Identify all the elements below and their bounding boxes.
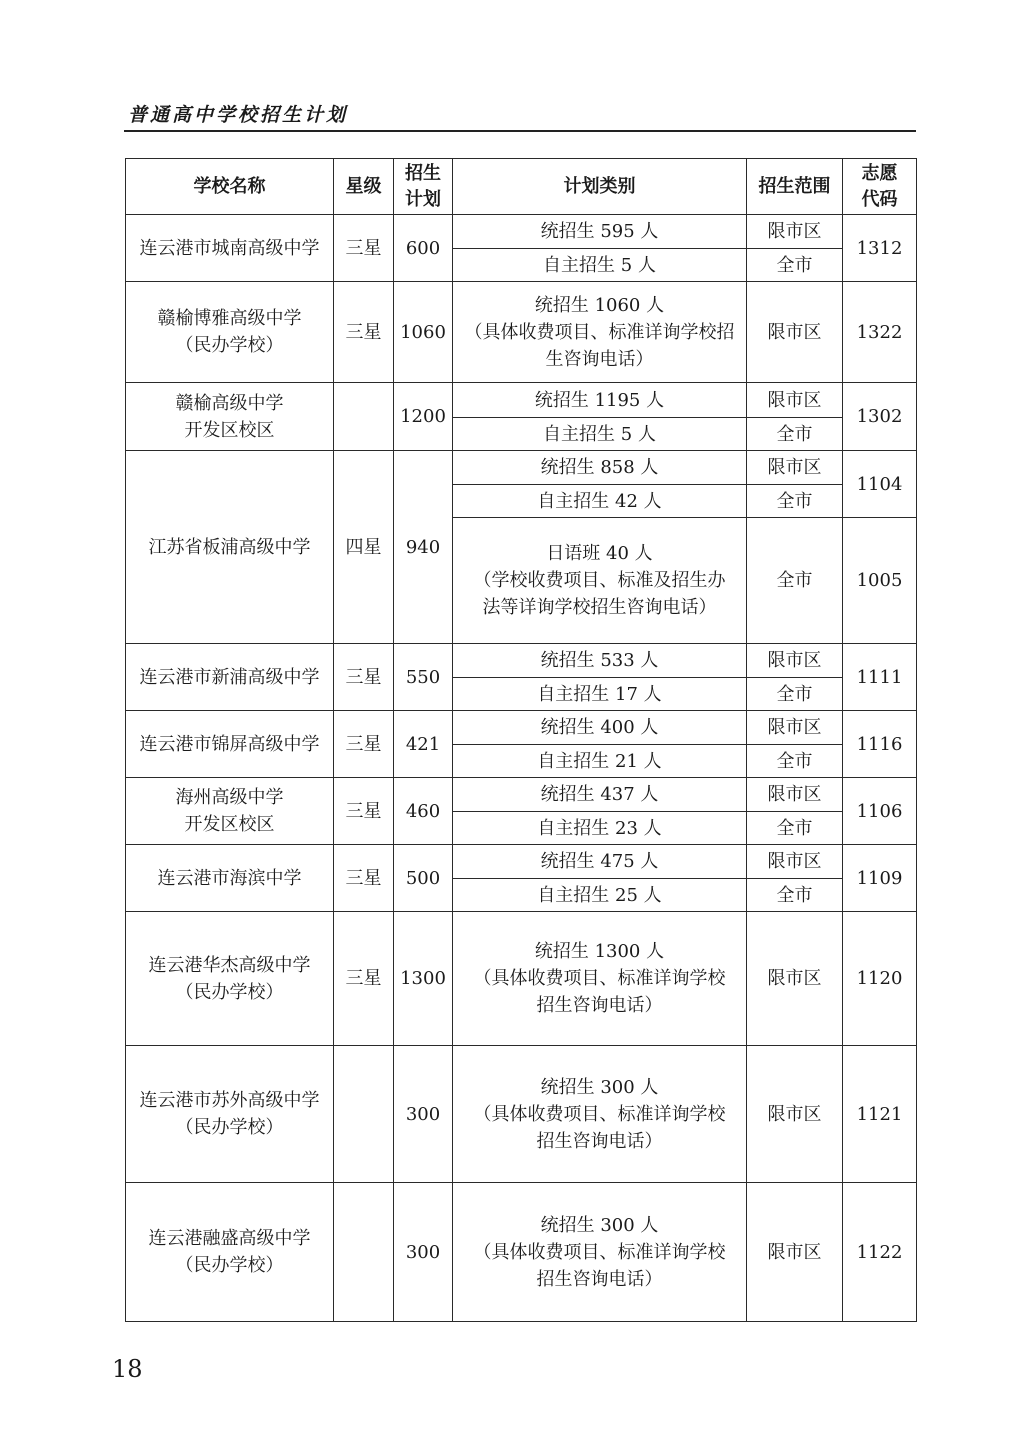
star-level-cell bbox=[334, 383, 394, 451]
plan-category-cell-line: （学校收费项目、标准及招生办 bbox=[473, 570, 726, 591]
school-name-cell-line: 开发区校区 bbox=[184, 419, 275, 441]
plan-category-cell bbox=[453, 215, 747, 249]
school-name-cell-line: 连云港市海滨中学 bbox=[157, 867, 302, 889]
plan-category-cell-line: 统招生 400 人 bbox=[540, 717, 659, 738]
star-level-cell: 三星 bbox=[334, 282, 394, 383]
plan-count-cell: 1060 bbox=[394, 282, 453, 383]
plan-category-cell-line: 自主招生 17 人 bbox=[537, 683, 662, 705]
star-level-cell: 三星 bbox=[334, 711, 394, 778]
plan-category-cell-line: 统招生 475 人 bbox=[540, 851, 659, 872]
plan-category-cell bbox=[453, 485, 747, 518]
star-level-cell bbox=[334, 1046, 394, 1183]
scope-cell: 限市区 bbox=[747, 912, 843, 1046]
plan-count-cell: 300 bbox=[394, 1046, 453, 1183]
scope-cell: 限市区 bbox=[747, 1183, 843, 1322]
plan-category-cell bbox=[453, 812, 747, 845]
school-name-cell-line: 赣榆高级中学 bbox=[175, 392, 284, 414]
school-name-cell-line: 连云港市锦屏高级中学 bbox=[139, 733, 320, 755]
plan-category-cell-line: 招生咨询电话） bbox=[536, 995, 663, 1016]
school-name-cell bbox=[126, 215, 334, 282]
header-code bbox=[843, 159, 917, 215]
code-cell: 1106 bbox=[843, 778, 917, 845]
code-cell: 1120 bbox=[843, 912, 917, 1046]
school-name-cell-line: 江苏省板浦高级中学 bbox=[148, 536, 311, 558]
plan-category-cell-line: 生咨询电话） bbox=[545, 348, 654, 370]
plan-category-cell-line: 自主招生 42 人 bbox=[537, 490, 662, 512]
star-level-cell bbox=[334, 1183, 394, 1322]
plan-category-cell bbox=[453, 879, 747, 912]
code-cell: 1302 bbox=[843, 383, 917, 451]
plan-category-cell bbox=[453, 1183, 747, 1322]
running-header-title: 普通高中学校招生计划 bbox=[128, 104, 349, 126]
code-cell: 1111 bbox=[843, 644, 917, 711]
plan-category-cell-line: 自主招生 5 人 bbox=[543, 254, 656, 276]
plan-category-cell-line: 统招生 533 人 bbox=[540, 650, 659, 671]
code-cell: 1322 bbox=[843, 282, 917, 383]
plan-count-cell: 300 bbox=[394, 1183, 453, 1322]
table-header-row bbox=[126, 159, 917, 215]
code-cell: 1005 bbox=[843, 518, 917, 644]
table-row bbox=[126, 282, 917, 383]
header-plan-line: 招生 bbox=[405, 162, 441, 184]
school-name-cell-line: 连云港市苏外高级中学 bbox=[139, 1090, 320, 1111]
star-level-cell: 四星 bbox=[334, 451, 394, 644]
scope-cell: 全市 bbox=[747, 418, 843, 451]
scope-cell: 全市 bbox=[747, 812, 843, 845]
school-name-cell-line: 海州高级中学 bbox=[175, 787, 284, 808]
plan-category-cell bbox=[453, 383, 747, 418]
scope-cell: 限市区 bbox=[747, 282, 843, 383]
header-school-name: 学校名称 bbox=[126, 159, 334, 215]
plan-category-cell-line: （具体收费项目、标准详询学校招 bbox=[464, 321, 735, 343]
star-level-cell: 三星 bbox=[334, 912, 394, 1046]
table-row bbox=[126, 644, 917, 678]
plan-category-cell-line: （具体收费项目、标准详询学校 bbox=[473, 1103, 726, 1125]
plan-category-cell bbox=[453, 778, 747, 812]
plan-category-cell bbox=[453, 678, 747, 711]
plan-count-cell: 550 bbox=[394, 644, 453, 711]
header-code-line: 志愿 bbox=[861, 162, 898, 184]
scope-cell: 限市区 bbox=[747, 778, 843, 812]
school-name-cell-line: （民办学校） bbox=[175, 1117, 284, 1138]
plan-category-cell-line: 统招生 300 人 bbox=[540, 1214, 659, 1236]
table-row bbox=[126, 912, 917, 1046]
plan-count-cell: 500 bbox=[394, 845, 453, 912]
plan-category-cell bbox=[453, 249, 747, 282]
scope-cell: 限市区 bbox=[747, 845, 843, 879]
school-name-cell bbox=[126, 1183, 334, 1322]
scope-cell: 全市 bbox=[747, 249, 843, 282]
header-rule bbox=[124, 130, 916, 132]
plan-count-cell: 940 bbox=[394, 451, 453, 644]
code-cell: 1312 bbox=[843, 215, 917, 282]
school-name-cell bbox=[126, 1046, 334, 1183]
plan-category-cell-line: 统招生 858 人 bbox=[540, 457, 659, 478]
code-cell: 1116 bbox=[843, 711, 917, 778]
plan-category-cell bbox=[453, 845, 747, 879]
table-body bbox=[126, 215, 917, 1322]
plan-category-cell-line: 日语班 40 人 bbox=[546, 543, 653, 564]
plan-category-cell-line: 统招生 595 人 bbox=[540, 221, 659, 242]
scope-cell: 限市区 bbox=[747, 644, 843, 678]
plan-count-cell: 1200 bbox=[394, 383, 453, 451]
school-name-cell-line: 连云港市新浦高级中学 bbox=[139, 666, 320, 688]
header-code-line: 代码 bbox=[861, 188, 898, 210]
plan-category-cell bbox=[453, 1046, 747, 1183]
plan-category-cell-line: （具体收费项目、标准详询学校 bbox=[473, 1241, 726, 1263]
plan-category-cell-line: 招生咨询电话） bbox=[536, 1268, 663, 1290]
plan-category-cell-line: 统招生 1060 人 bbox=[534, 294, 665, 316]
plan-category-cell-line: 统招生 1300 人 bbox=[534, 941, 665, 962]
header-scope: 招生范围 bbox=[747, 159, 843, 215]
header-star-level: 星级 bbox=[334, 159, 394, 215]
plan-category-cell bbox=[453, 282, 747, 383]
plan-category-cell bbox=[453, 711, 747, 745]
star-level-cell: 三星 bbox=[334, 845, 394, 912]
school-name-cell-line: （民办学校） bbox=[175, 1255, 284, 1276]
code-cell: 1109 bbox=[843, 845, 917, 912]
school-name-cell-line: 连云港华杰高级中学 bbox=[148, 954, 311, 976]
school-name-cell-line: 连云港融盛高级中学 bbox=[148, 1228, 311, 1249]
scope-cell: 全市 bbox=[747, 745, 843, 778]
scope-cell: 限市区 bbox=[747, 711, 843, 745]
table-row bbox=[126, 383, 917, 418]
plan-category-cell-line: 自主招生 5 人 bbox=[543, 423, 656, 445]
plan-count-cell: 421 bbox=[394, 711, 453, 778]
plan-category-cell-line: 自主招生 21 人 bbox=[537, 750, 662, 772]
school-name-cell bbox=[126, 282, 334, 383]
plan-count-cell: 1300 bbox=[394, 912, 453, 1046]
code-cell: 1122 bbox=[843, 1183, 917, 1322]
plan-count-cell: 600 bbox=[394, 215, 453, 282]
plan-category-cell-line: 法等详询学校招生咨询电话） bbox=[482, 597, 717, 618]
code-cell: 1104 bbox=[843, 451, 917, 518]
school-name-cell bbox=[126, 383, 334, 451]
table-row bbox=[126, 1046, 917, 1183]
school-name-cell-line: （民办学校） bbox=[175, 335, 284, 356]
scope-cell: 限市区 bbox=[747, 451, 843, 485]
scope-cell: 限市区 bbox=[747, 383, 843, 418]
plan-count-cell: 460 bbox=[394, 778, 453, 845]
scope-cell: 全市 bbox=[747, 879, 843, 912]
header-plan-category: 计划类别 bbox=[453, 159, 747, 215]
scope-cell: 全市 bbox=[747, 485, 843, 518]
plan-category-cell-line: （具体收费项目、标准详询学校 bbox=[473, 968, 726, 989]
star-level-cell: 三星 bbox=[334, 778, 394, 845]
enrollment-plan-table bbox=[125, 158, 917, 1322]
plan-category-cell bbox=[453, 745, 747, 778]
code-cell: 1121 bbox=[843, 1046, 917, 1183]
school-name-cell bbox=[126, 711, 334, 778]
school-name-cell-line: （民办学校） bbox=[175, 981, 284, 1003]
header-plan bbox=[394, 159, 453, 215]
scope-cell: 限市区 bbox=[747, 1046, 843, 1183]
school-name-cell bbox=[126, 845, 334, 912]
plan-category-cell bbox=[453, 912, 747, 1046]
page-number: 18 bbox=[112, 1355, 143, 1383]
table-row bbox=[126, 451, 917, 485]
plan-category-cell bbox=[453, 418, 747, 451]
table-row bbox=[126, 711, 917, 745]
star-level-cell: 三星 bbox=[334, 644, 394, 711]
star-level-cell: 三星 bbox=[334, 215, 394, 282]
plan-category-cell-line: 统招生 1195 人 bbox=[534, 389, 665, 411]
plan-category-cell bbox=[453, 518, 747, 644]
school-name-cell-line: 开发区校区 bbox=[184, 814, 275, 835]
scope-cell: 全市 bbox=[747, 678, 843, 711]
plan-category-cell bbox=[453, 451, 747, 485]
table-row bbox=[126, 778, 917, 812]
school-name-cell bbox=[126, 912, 334, 1046]
plan-category-cell-line: 自主招生 23 人 bbox=[537, 817, 662, 839]
plan-category-cell-line: 招生咨询电话） bbox=[536, 1130, 663, 1152]
header-plan-line: 计划 bbox=[405, 188, 441, 210]
table-row bbox=[126, 215, 917, 249]
school-name-cell bbox=[126, 451, 334, 644]
plan-category-cell-line: 自主招生 25 人 bbox=[537, 884, 662, 906]
plan-category-cell-line: 统招生 437 人 bbox=[540, 784, 659, 805]
school-name-cell bbox=[126, 644, 334, 711]
school-name-cell-line: 赣榆博雅高级中学 bbox=[157, 308, 302, 329]
school-name-cell-line: 连云港市城南高级中学 bbox=[139, 237, 320, 259]
scope-cell: 限市区 bbox=[747, 215, 843, 249]
plan-category-cell-line: 统招生 300 人 bbox=[540, 1076, 659, 1098]
scope-cell: 全市 bbox=[747, 518, 843, 644]
plan-category-cell bbox=[453, 644, 747, 678]
table-row bbox=[126, 1183, 917, 1322]
table-row bbox=[126, 845, 917, 879]
school-name-cell bbox=[126, 778, 334, 845]
